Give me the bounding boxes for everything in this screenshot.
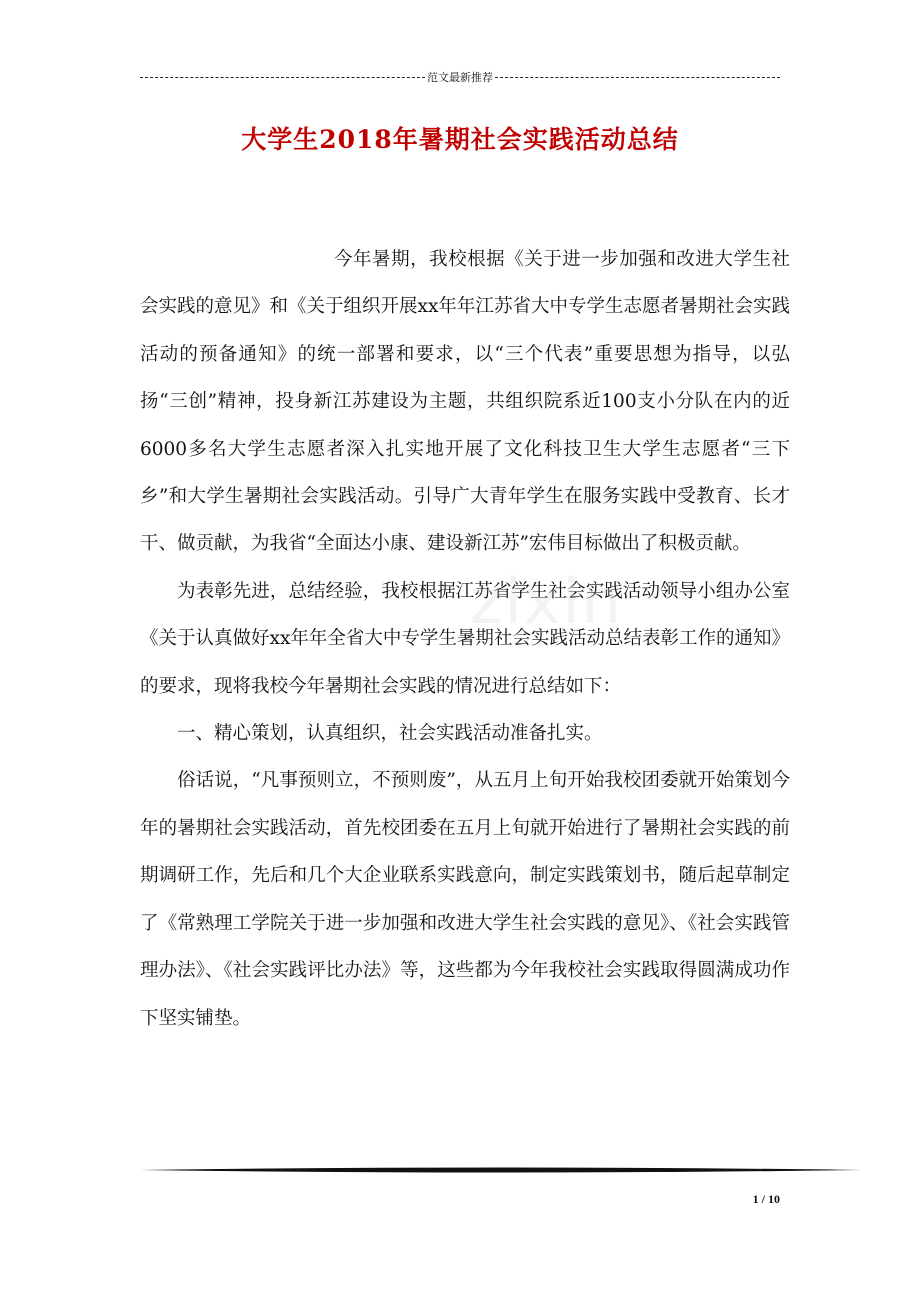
body-paragraph: 为表彰先进，总结经验，我校根据江苏省学生社会实践活动领导小组办公室《关于认真做好xx年年全省大中专学生暑期社会实践活动总结表彰工作的通知》的要求，现将我校今年暑期社会实践的情况进行总结如下： xyxy=(140,580,790,697)
page-header xyxy=(140,68,780,86)
body-paragraph: 今年暑期，我校根据《关于进一步加强和改进大学生社会实践的意见》和《关于组织开展xx年年江苏省大中专学生志愿者暑期社会实践活动的预备通知》的统一部署和要求，以“三个代表”重要思想为指导，以弘扬“三创”精神，投身新江苏建设为主题，共组织院系近100支小分队在内的近6000多名大学生志愿者深入扎实地开展了文化科技卫生大学生志愿者“三下乡”和大学生暑期社会实践活动。引导广大青年学生在服务实践中受教育、长才干、做贡献，为我省“全面达小康、建设新江苏”宏伟目标做出了积极贡献。 xyxy=(140,249,790,555)
header-dash-right xyxy=(495,77,780,78)
document-title: 大学生2018年暑期社会实践活动总结 xyxy=(241,125,679,154)
document-body xyxy=(140,236,790,1042)
page-number: 1 / 10 xyxy=(752,1192,780,1206)
section-heading: 一、精心策划，认真组织，社会实践活动准备扎实。 xyxy=(177,723,603,745)
watermark: zixin xyxy=(470,565,623,638)
header-dash-left xyxy=(140,77,425,78)
body-paragraph: 俗话说，“凡事预则立，不预则废”，从五月上旬开始我校团委就开始策划今年的暑期社会实践活动，首先校团委在五月上旬就开始进行了暑期社会实践的前期调研工作，先后和几个大企业联系实践意向，制定实践策划书，随后起草制定了《常熟理工学院关于进一步加强和改进大学生社会实践的意见》、《社会实践管理办法》、《社会实践评比办法》等，这些都为今年我校社会实践取得圆满成功作下坚实铺垫。 xyxy=(140,770,790,1029)
footer-rule xyxy=(140,1163,862,1177)
header-label: 范文最新推荐 xyxy=(427,71,493,84)
